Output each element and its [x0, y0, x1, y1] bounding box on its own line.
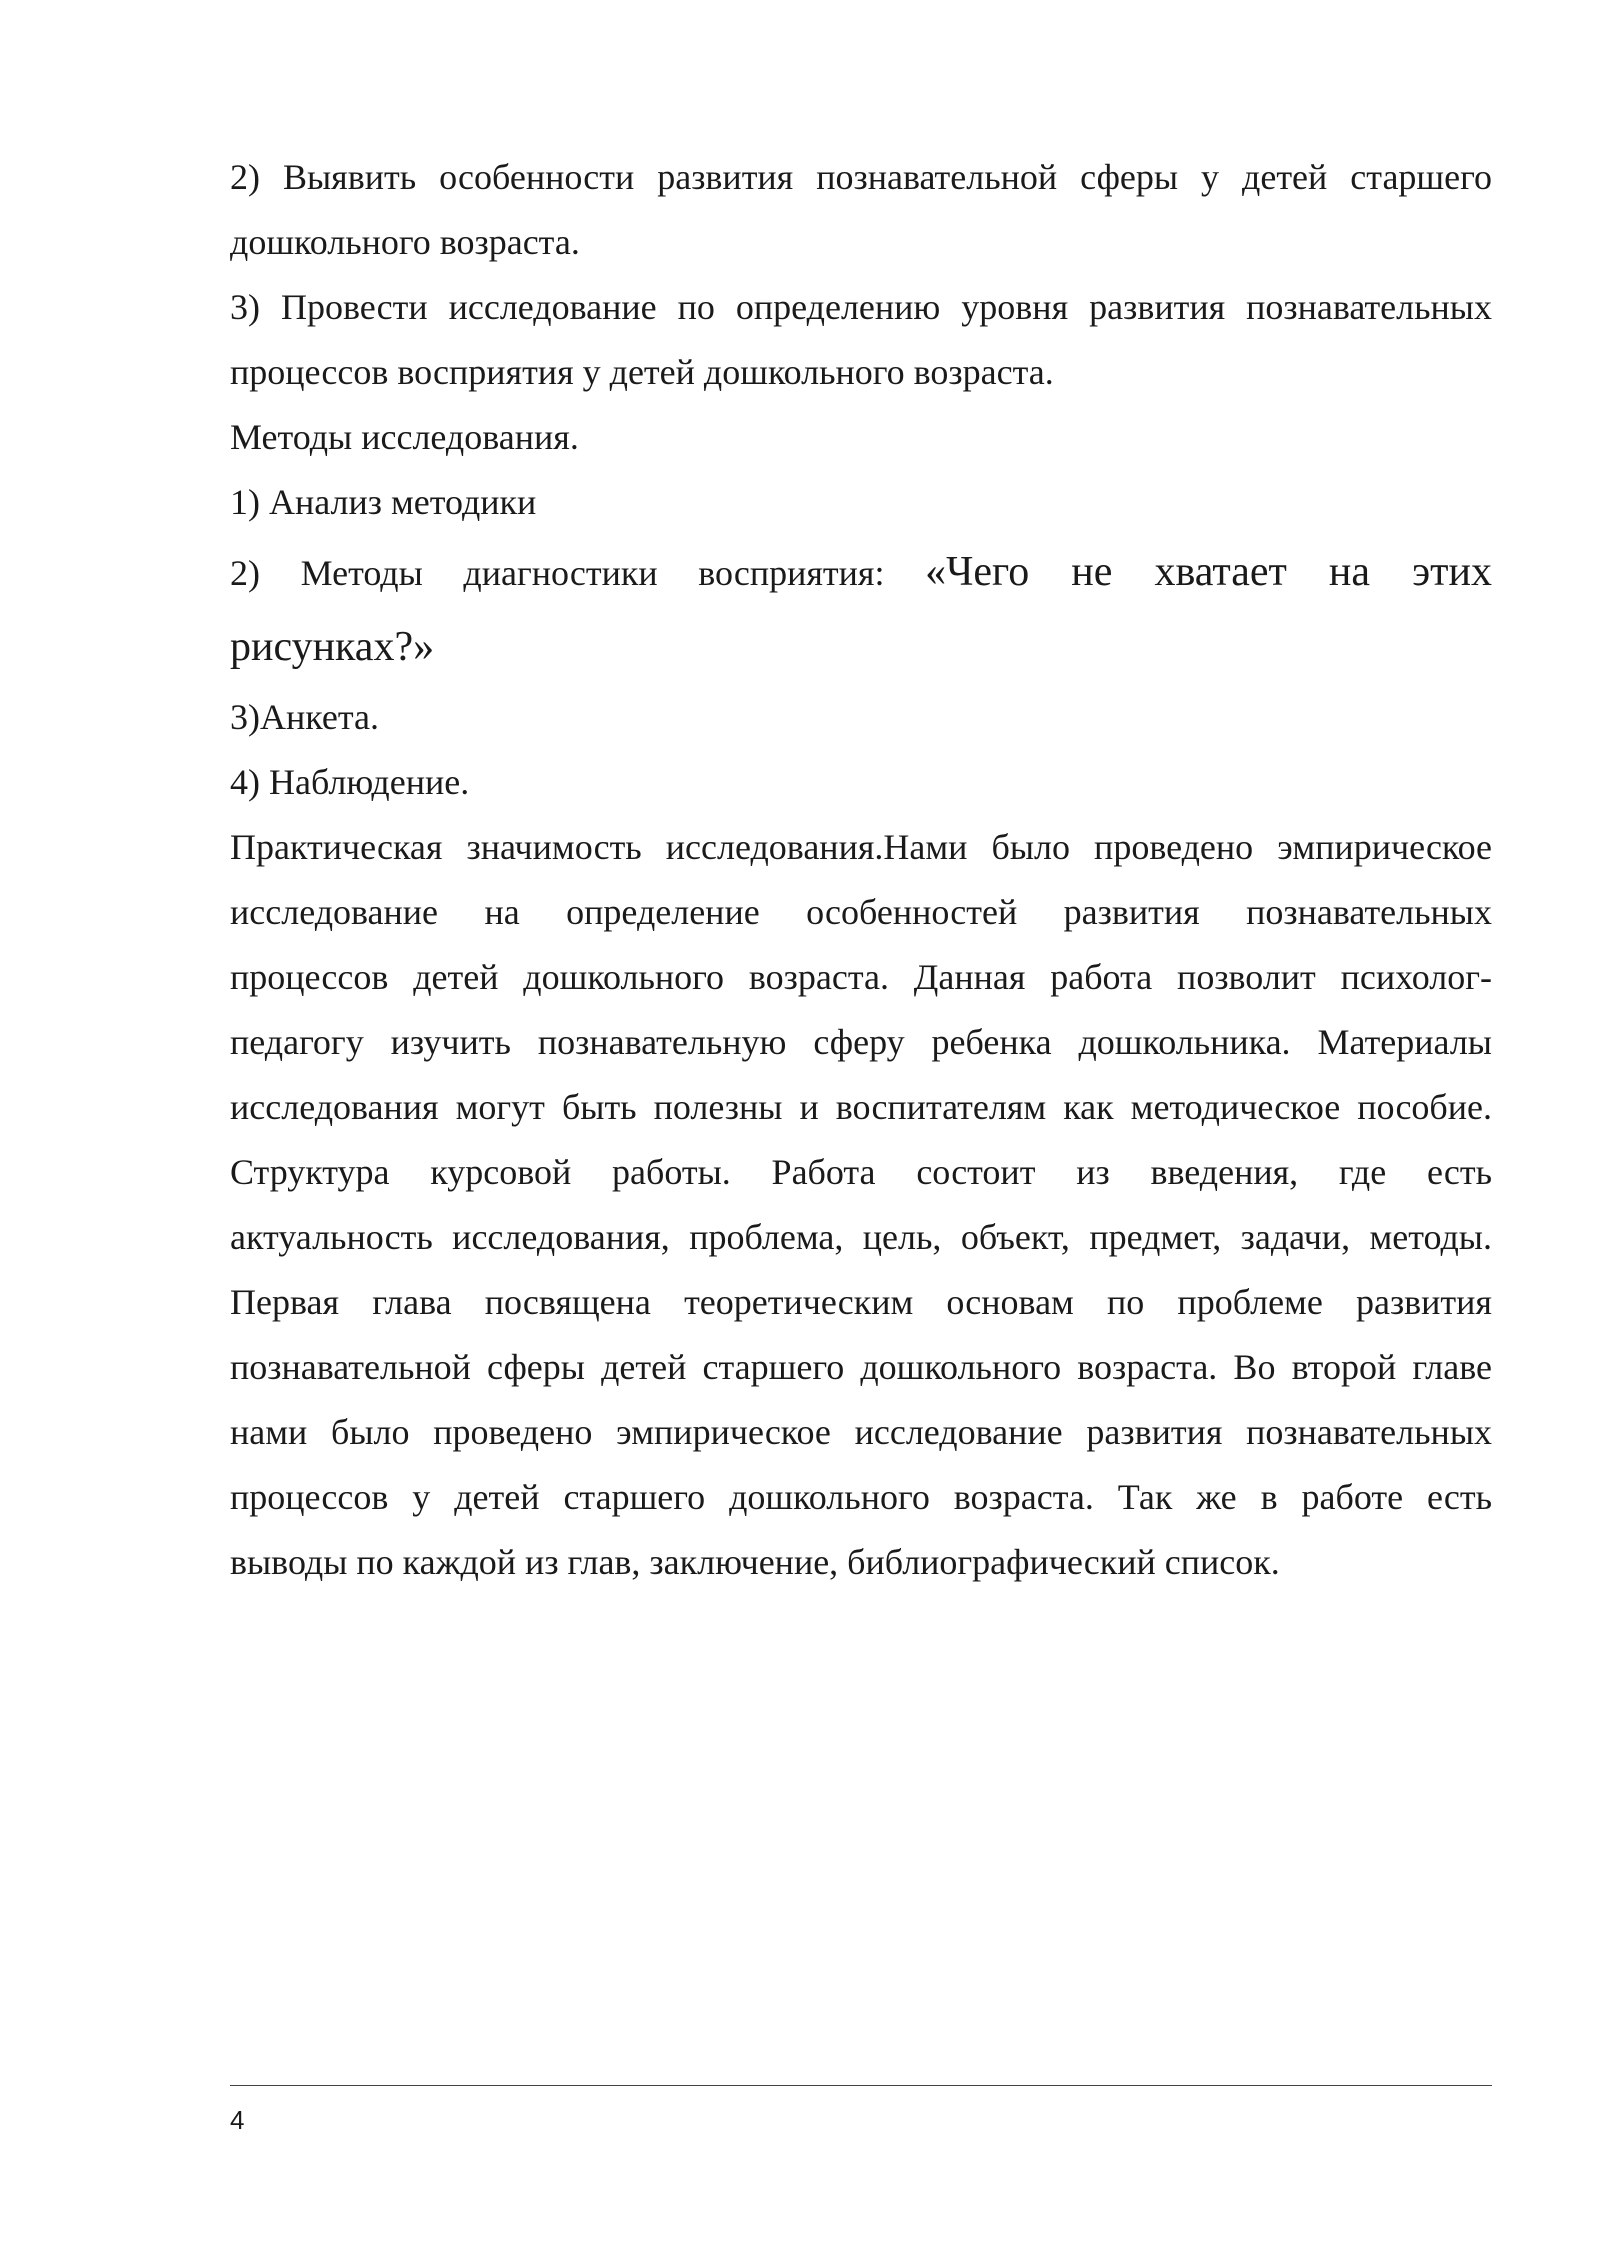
footer-divider — [230, 2085, 1492, 2086]
text-line-12: исследование на определение особенностей развития познавательных — [230, 892, 1492, 932]
text-line-21: процессов у детей старшего дошкольного возраста. Так же в работе есть — [230, 1477, 1492, 1517]
text-line-18: Первая глава посвящена теоретическим основам по проблеме развития — [230, 1282, 1492, 1322]
text-line-14: педагогу изучить познавательную сферу ребенка дошкольника. Материалы — [230, 1022, 1492, 1062]
method-item-4: 4) Наблюдение. — [230, 762, 470, 802]
text-line-13: процессов детей дошкольного возраста. Данная работа позволит психолог- — [230, 957, 1492, 997]
text-line-4: процессов восприятия у детей дошкольного возраста. — [230, 352, 1054, 392]
text-line-1: 2) Выявить особенности развития познавательной сферы у детей старшего — [230, 157, 1492, 197]
text-line-2: дошкольного возраста. — [230, 222, 580, 262]
document-body — [230, 145, 1492, 1595]
text-line-15: исследования могут быть полезны и воспитателям как методическое пособие. — [230, 1087, 1492, 1127]
method-item-3: 3)Анкета. — [230, 697, 379, 737]
text-line-22: выводы по каждой из глав, заключение, библиографический список. — [230, 1542, 1280, 1582]
page-number: 4 — [230, 2105, 245, 2135]
methods-heading: Методы исследования. — [230, 417, 579, 457]
text-line-3: 3) Провести исследование по определению уровня развития познавательных — [230, 287, 1492, 327]
text-line-17: актуальность исследования, проблема, цель, объект, предмет, задачи, методы. — [230, 1217, 1492, 1257]
method-item-2 — [230, 535, 1492, 610]
text-line-19: познавательной сферы детей старшего дошкольного возраста. Во второй главе — [230, 1347, 1492, 1387]
method-item-2-quote: «Чего не хватает на этих — [925, 549, 1492, 595]
text-line-11: Практическая значимость исследования.Нами было проведено эмпирическое — [230, 827, 1492, 867]
method-item-2-quote-end: рисунках?» — [230, 624, 435, 670]
method-item-2-label: 2) Методы диагностики восприятия: — [230, 553, 926, 593]
text-line-16: Структура курсовой работы. Работа состоит из введения, где есть — [230, 1152, 1492, 1192]
method-item-1: 1) Анализ методики — [230, 482, 537, 522]
text-line-20: нами было проведено эмпирическое исследование развития познавательных — [230, 1412, 1492, 1452]
